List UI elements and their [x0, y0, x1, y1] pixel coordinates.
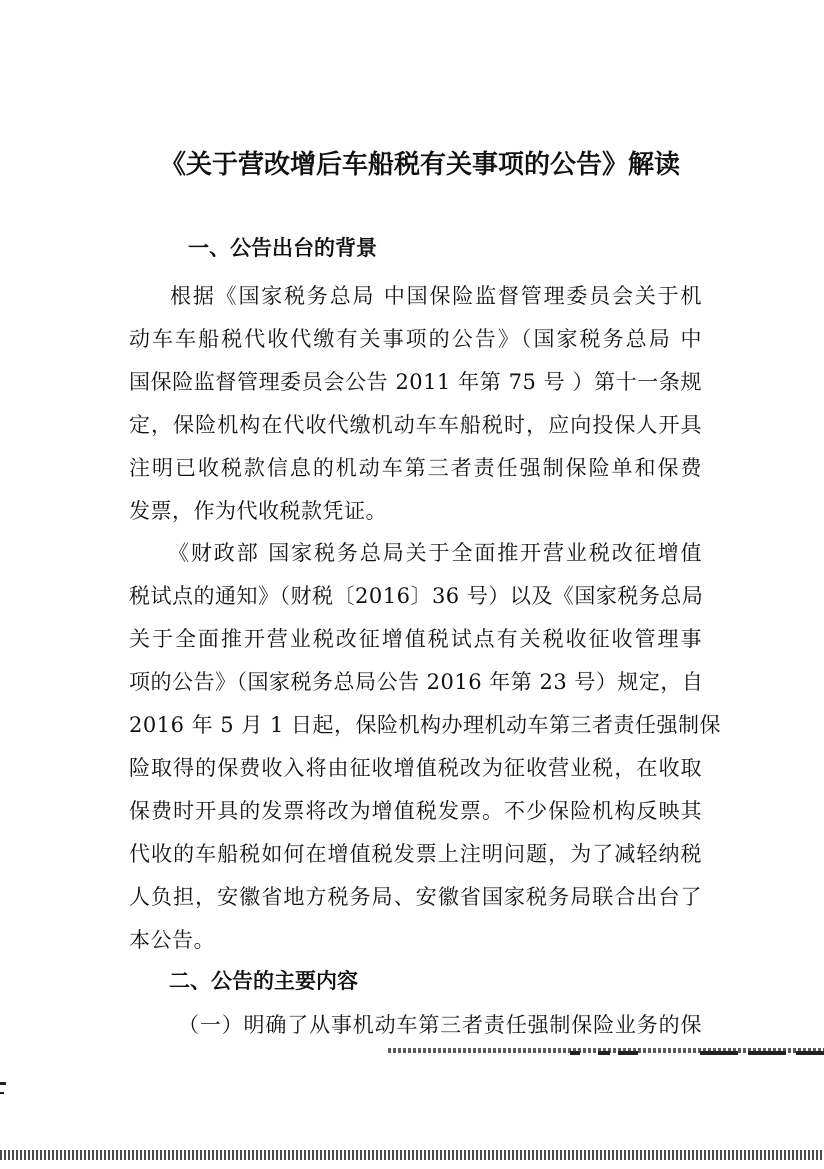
scan-margin-mark [0, 1092, 4, 1094]
document-title: 《关于营改增后车船税有关事项的公告》解读 [159, 150, 680, 180]
paragraph-2-line: 人负担，安徽省地方税务局、安徽省国家税务局联合出台了 [129, 885, 702, 909]
paragraph-2-line: 关于全面推开营业税改征增值税试点有关税收征收管理事 [129, 627, 702, 651]
paragraph-2-line: 保费时开具的发票将改为增值税发票。不少保险机构反映其 [129, 799, 702, 823]
paragraph-2-line: 本公告。 [129, 928, 215, 952]
paragraph-1-line: 根据《国家税务总局 中国保险监督管理委员会关于机 [170, 284, 702, 308]
section-1-heading: 一、公告出台的背景 [188, 235, 377, 260]
paragraph-2-line: 税试点的通知》（财税〔2016〕36 号）以及《国家税务总局 [129, 584, 704, 608]
scan-artifact-dash [748, 1051, 786, 1055]
scan-margin-mark [0, 1082, 6, 1085]
paragraph-1-line: 国保险监督管理委员会公告 2011 年第 75 号 ）第十一条规 [129, 370, 702, 394]
scan-artifact-dash [618, 1051, 638, 1055]
paragraph-2-line: 险取得的保费收入将由征收增值税改为征收营业税，在收取 [129, 756, 702, 780]
paragraph-1-line: 定，保险机构在代收代缴机动车车船税时，应向投保人开具 [129, 413, 702, 437]
scan-artifact-dash [570, 1051, 580, 1055]
paragraph-3-line: （一）明确了从事机动车第三者责任强制保险业务的保 [178, 1013, 702, 1037]
paragraph-2-line: 《财政部 国家税务总局关于全面推开营业税改征增值 [168, 541, 702, 565]
paragraph-2-line: 代收的车船税如何在增值税发票上注明问题，为了减轻纳税 [129, 842, 702, 866]
paragraph-2-line: 项的公告》（国家税务总局公告 2016 年第 23 号）规定，自 [129, 670, 704, 694]
scan-artifact-dash [700, 1051, 738, 1055]
scan-artifact-bottom [0, 1150, 824, 1160]
paragraph-2-line: 2016 年 5 月 1 日起，保险机构办理机动车第三者责任强制保 [129, 713, 722, 737]
scan-artifact-dash [598, 1051, 610, 1055]
paragraph-1-line: 动车车船税代收代缴有关事项的公告》（国家税务总局 中 [129, 327, 702, 351]
paragraph-1-line: 发票，作为代收税款凭证。 [129, 499, 387, 523]
paragraph-1-line: 注明已收税款信息的机动车第三者责任强制保险单和保费 [129, 456, 702, 480]
scan-artifact-dash [796, 1051, 824, 1055]
section-2-heading: 二、公告的主要内容 [169, 968, 358, 993]
